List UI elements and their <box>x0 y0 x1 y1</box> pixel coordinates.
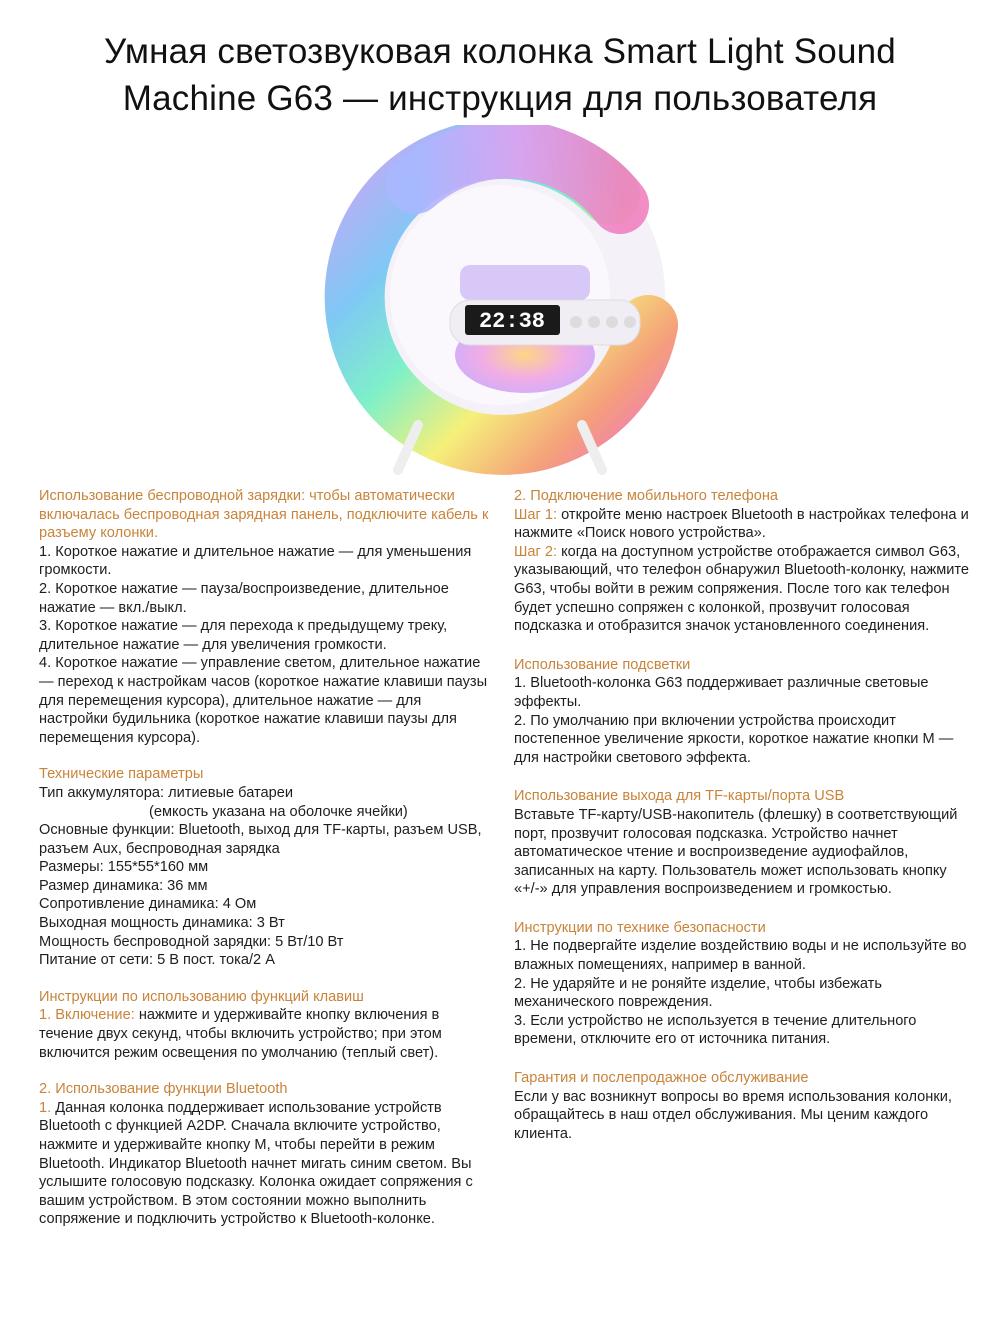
spec-line: Размер динамика: 36 мм <box>39 877 208 894</box>
clock-digits: 22:38 <box>478 309 546 334</box>
keys-section <box>39 988 491 1062</box>
tf-text: Вставьте TF-карту/USB-накопитель (флешку) в соответствующий порт, прозвучит голосовая подсказка. Устройство начнет автоматическое чтение и воспроизведение аудиофайлов, записанных на карту. Пользователь может использовать кнопку «+/-» для управления воспроизведением и громкостью. <box>514 806 958 898</box>
spec-line: (емкость указана на оболочке ячейки) <box>149 803 408 820</box>
bluetooth-text: Данная колонка поддерживает использование устройств Bluetooth с функцией A2DP. Сначала включите устройство, нажмите и удерживайте кнопку М, чтобы перейти в режим Bluetooth. Индикатор Bluetooth начнет мигать синим светом. Вы услышите голосовую подсказку. Колонка ожидает сопряжения с вашим устройством. В этом состоянии можно выполнить сопряжение и подключить устройство к Bluetooth-колонке. <box>39 1099 473 1228</box>
safety-item: 2. Не ударяйте и не роняйте изделие, чтобы избежать механического повреждения. <box>514 975 882 1011</box>
keys-heading: Инструкции по использованию функций клавиш <box>39 988 364 1005</box>
title-line-2: Machine G63 — инструкция для пользователя <box>122 79 878 118</box>
warranty-heading: Гарантия и послепродажное обслуживание <box>514 1070 809 1087</box>
light-section <box>514 656 974 768</box>
bluetooth-heading: 2. Использование функции Bluetooth <box>39 1081 288 1098</box>
phone-section <box>514 487 974 636</box>
warranty-section <box>514 1069 974 1143</box>
wireless-item: 3. Короткое нажатие — для перехода к предыдущему треку, длительное нажатие — для увеличения громкости. <box>39 618 448 653</box>
spec-line: Размеры: 155*55*160 мм <box>39 859 209 876</box>
spec-line: Питание от сети: 5 В пост. тока/2 А <box>39 952 275 969</box>
step2-text: когда на доступном устройстве отображается символ G63, указывающий, что телефон обнаружил Bluetooth-колонку, нажмите G63, чтобы войти в режим сопряжения. После того как телефон будет успешно сопряжен с колонкой, прозвучит голосовая подсказка и отобразится значок установленного соединения. <box>514 543 970 635</box>
step2-label: Шаг 2: <box>514 543 558 560</box>
product-image <box>300 125 700 475</box>
phone-step-2 <box>514 543 974 636</box>
phone-step-1 <box>514 506 974 543</box>
safety-item: 3. Если устройство не используется в течение длительного времени, отключите его от источника питания. <box>514 1012 917 1048</box>
button-4 <box>624 316 636 328</box>
spec-line: Тип аккумулятора: литиевые батареи <box>39 784 294 801</box>
wireless-item: 4. Короткое нажатие — управление светом, длительное нажатие — переход к настройкам часов (короткое нажатие клавиши паузы для перемещения курсора), длительное нажатие — для настройки будильника (короткое нажатие клавиши паузы для перемещения курсора). <box>39 655 488 746</box>
keys-text: нажмите и удерживайте кнопку включения в течение двух секунд, чтобы включить устройство; при этом включится режим освещения по умолчанию (теплый свет). <box>39 1007 442 1061</box>
spec-line: Мощность беспроводной зарядки: 5 Вт/10 Вт <box>39 933 344 950</box>
wireless-item: 2. Короткое нажатие — пауза/воспроизведение, длительное нажатие — вкл./выкл. <box>39 580 449 616</box>
light-item: 1. Bluetooth-колонка G63 поддерживает различные световые эффекты. <box>514 675 929 710</box>
warranty-text: Если у вас возникнут вопросы во время использования колонки, обращайтесь в наш отдел обслуживания. Мы ценим каждого клиента. <box>514 1088 952 1142</box>
spec-line: Выходная мощность динамика: 3 Вт <box>39 915 285 932</box>
safety-item: 1. Не подвергайте изделие воздействию воды и не используйте во влажных помещениях, например в ванной. <box>514 938 967 974</box>
tf-section <box>514 787 974 899</box>
right-column <box>514 487 974 1161</box>
wireless-charging-pad <box>460 265 590 300</box>
specs-section <box>39 765 491 970</box>
button-3 <box>606 316 618 328</box>
page-title <box>20 28 980 122</box>
specs-heading: Технические параметры <box>39 766 204 783</box>
spec-line: Основные функции: Bluetooth, выход для TF-карты, разъем USB, разъем Aux, беспроводная зарядка <box>39 822 482 857</box>
keys-paragraph <box>39 1006 491 1062</box>
bluetooth-paragraph <box>39 1099 491 1229</box>
safety-section <box>514 919 974 1049</box>
bluetooth-section <box>39 1080 491 1229</box>
keys-label: 1. Включение: <box>39 1007 135 1024</box>
wireless-item: 1. Короткое нажатие и длительное нажатие — для уменьшения громкости. <box>39 543 472 579</box>
title-line-1: Умная светозвуковая колонка Smart Light Sound <box>104 32 896 71</box>
button-2 <box>588 316 600 328</box>
wireless-section <box>39 487 491 747</box>
button-1 <box>570 316 582 328</box>
bluetooth-label: 1. <box>39 1099 52 1116</box>
tf-heading: Использование выхода для TF-карты/порта USB <box>514 788 845 805</box>
phone-heading: 2. Подключение мобильного телефона <box>514 488 779 504</box>
light-item: 2. По умолчанию при включении устройства происходит постепенное увеличение яркости, короткое нажатие кнопки М — для настройки светового эффекта. <box>514 712 954 766</box>
light-heading: Использование подсветки <box>514 656 691 673</box>
wireless-heading: Использование беспроводной зарядки: чтобы автоматически включалась беспроводная зарядная панель, подключите кабель к разъему колонки. <box>39 488 489 542</box>
spec-line: Сопротивление динамика: 4 Ом <box>39 896 257 913</box>
left-column <box>39 487 491 1247</box>
step1-label: Шаг 1: <box>514 506 558 523</box>
step1-text: откройте меню настроек Bluetooth в настройках телефона и нажмите «Поиск нового устройства». <box>514 506 969 542</box>
safety-heading: Инструкции по технике безопасности <box>514 919 766 936</box>
